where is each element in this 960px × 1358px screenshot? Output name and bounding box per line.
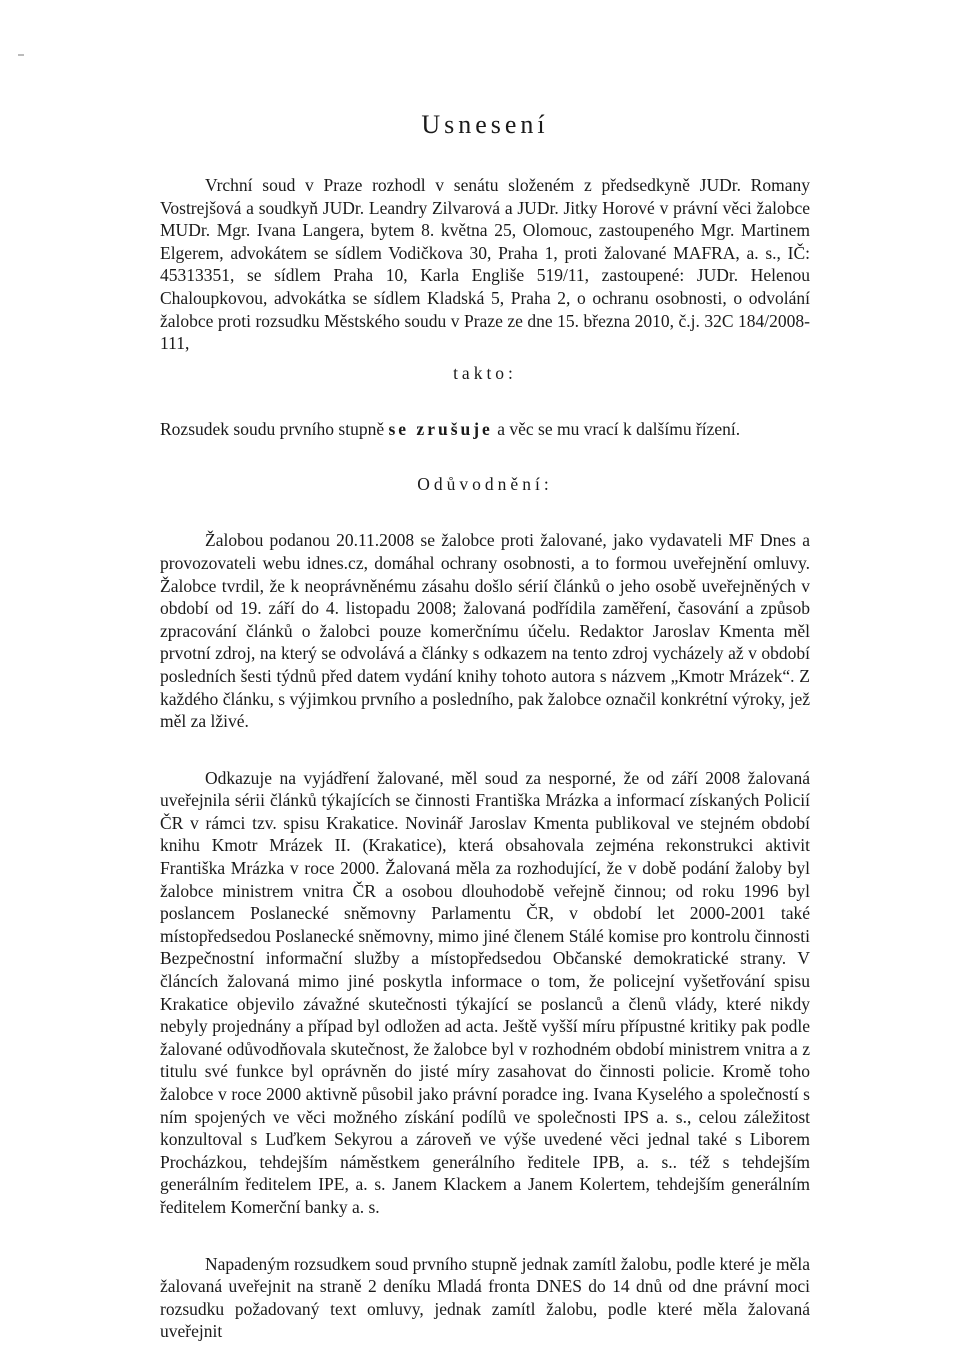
verdict-text-after: a věc se mu vrací k dalšímu řízení. bbox=[492, 418, 741, 439]
reasoning-paragraph-1: Žalobou podanou 20.11.2008 se žalobce proti žalované, jako vydavateli MF Dnes a provozovateli webu idnes.cz, domáhal ochrany osobnosti, a to formou uveřejnění omluvy. Žalobce tvrdil, že k neoprávněnému zásahu došlo sérií článků o jeho osobě uveřejněných v období od 19. září do 4. listopadu 2008; žalovaná podřídila zaměření, časování a způsob zpracování článků o žalobci pouze komerčnímu účelu. Redaktor Jaroslav Kmenta měl prvotní zdroj, na který se odvolává a články s odkazem na tento zdroj vycházely až v období posledních šesti týdnů před datem vydání knihy tohoto autora s názvem „Kmotr Mrázek“. Z každého článku, s výjimkou prvního a posledního, pak žalobce označil konkrétní výroky, jež měl za lživé. bbox=[160, 530, 810, 732]
verdict-paragraph bbox=[160, 418, 810, 441]
document-title: Usnesení bbox=[421, 110, 549, 139]
reasoning-paragraph-3: Napadeným rozsudkem soud prvního stupně jednak zamítl žalobu, podle které je měla žalovaná uveřejnit na straně 2 deníku Mladá fronta DNES do 14 dnů od dne právní moci rozsudku požadovaný text omluvy, jednak zamítl žalobu, podle které měla žalovaná uveřejnit bbox=[160, 1253, 810, 1342]
reasoning-paragraph-2: Odkazuje na vyjádření žalované, měl soud za nesporné, že od září 2008 žalovaná uveřejnila sérii článků týkajících se činnosti Františka Mrázka a informací získaných Policií ČR v rámci tzv. spisu Krakatice. Novinář Jaroslav Kmenta publikoval ve stejném období knihu Kmotr Mrázek II. (Krakatice), která obsahovala zejména rekonstrukci aktivit Františka Mrázka v roce 2000. Žalovaná měla za rozhodující, že v době podání žaloby byl žalobce ministrem vnitra ČR a osobou dlouhodobě veřejně činnou; od roku 1996 byl poslancem Poslanecké sněmovny Parlamentu ČR, v období let 2000-2001 také místopředsedou Poslanecké sněmovny, mimo jiné členem Stálé komise pro kontrolu činnosti Bezpečnostní informační služby a místopředsedou Občanské demokratické strany. V článcích žalovaná mimo jiné poskytla informace o tom, že policejní vyšetřování spisu Krakatice objevilo závažné skutečnosti týkající se poslanců a členů vlády, které nikdy nebyly projednány a případ byl odložen ad acta. Ještě vyšší míru přípustné kritiky pak podle žalované odůvodňovala skutečnost, že žalobce byl v rozhodném období ministrem vnitra a z titulu své funkce byl oprávněn do jisté míry zasahovat do činnosti policie. Kromě toho žalobce v roce 2000 aktivně působil jako právní poradce ing. Ivana Kyselého a společností s ním spojených ve věci možného získání podílů ve společnosti IPS a. s., celou záležitost konzultoval s Luďkem Sekyrou a zároveň ve výše uvedené věci jednal také s Liborem Procházkou, tehdejším náměstkem generálního ředitele IPB, a. s.. též s tehdejším generálním ředitelem IPE, a. s. Janem Klackem a Janem Kolertem, tehdejším generálním ředitelem Komerční banky a. s. bbox=[160, 767, 810, 1217]
verdict-decision: se zrušuje bbox=[388, 418, 493, 439]
paragraph-gap bbox=[160, 733, 810, 767]
document-page bbox=[160, 110, 810, 1343]
reasoning-heading: Odůvodnění: bbox=[417, 474, 553, 495]
verdict-text-before: Rozsudek soudu prvního stupně bbox=[160, 418, 389, 439]
scan-mark bbox=[18, 54, 24, 56]
takto-heading: takto: bbox=[453, 362, 517, 383]
intro-paragraph: Vrchní soud v Praze rozhodl v senátu složeném z předsedkyně JUDr. Romany Vostrejšová a soudkyň JUDr. Leandry Zilvarová a JUDr. Jitky Horové v právní věci žalobce MUDr. Mgr. Ivana Langera, bytem 8. května 25, Olomouc, zastoupeného Mgr. Martinem Elgerem, advokátem se sídlem Vodičkova 30, Praha 1, proti žalované MAFRA, a. s., IČ: 45313351, se sídlem Praha 10, Karla Engliše 519/11, zastoupené: JUDr. Helenou Chaloupkovou, advokátka se sídlem Kladská 5, Praha 2, o ochranu osobnosti, o odvolání žalobce proti rozsudku Městského soudu v Praze ze dne 15. března 2010, č.j. 32C 184/2008-111, bbox=[160, 175, 810, 354]
paragraph-gap bbox=[160, 1219, 810, 1253]
